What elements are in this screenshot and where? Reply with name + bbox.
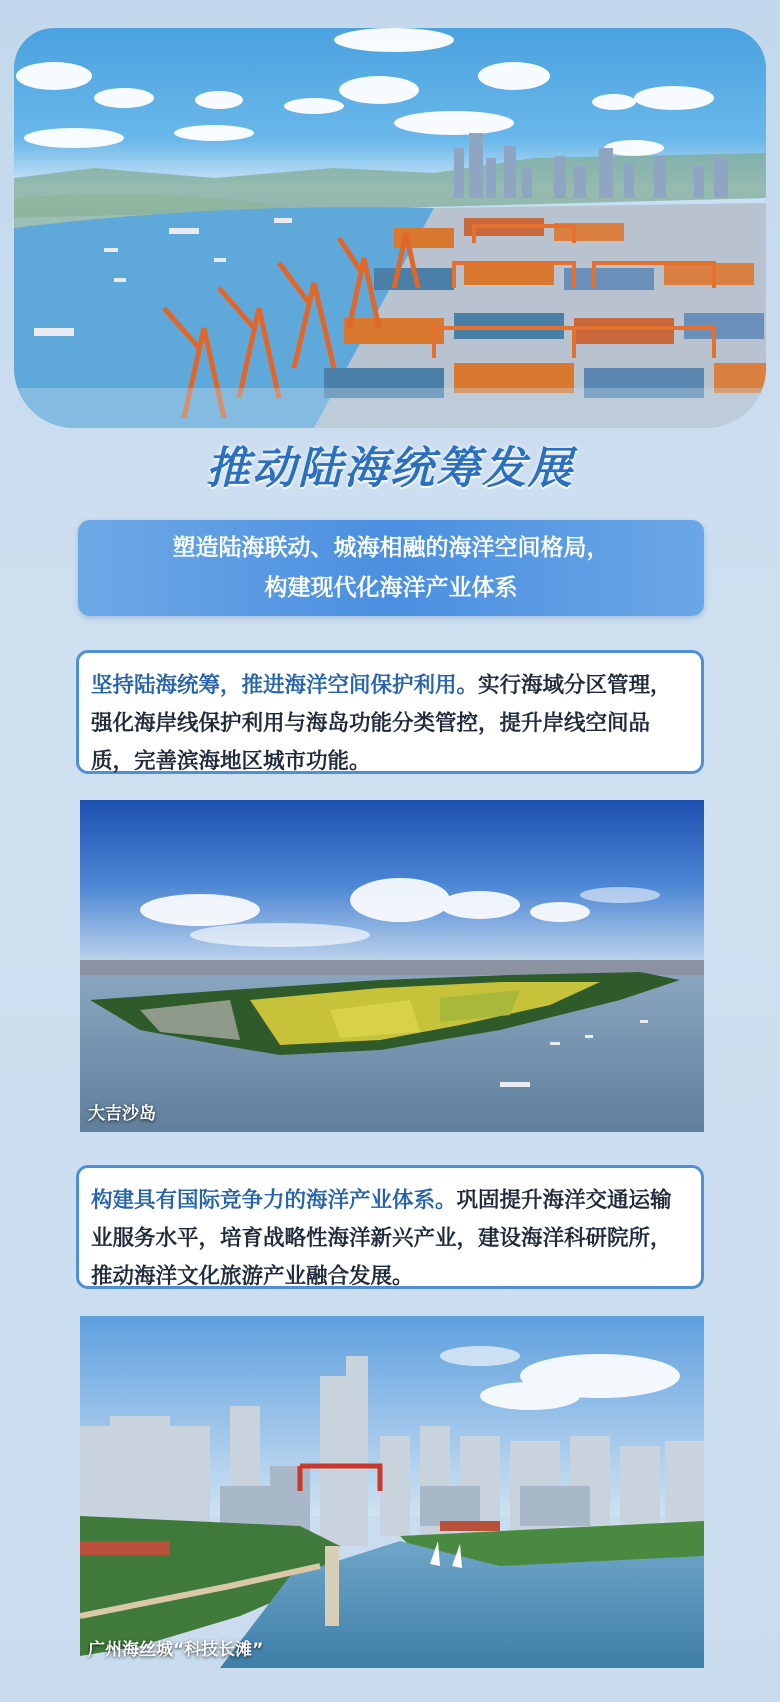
section-1-body: 实行海域分区管理，强化海岸线保护利用与海岛功能分类管控，提升岸线空间品质，完善滨海地区城市功能。 [91, 673, 672, 774]
section-1-highlight: 坚持陆海统筹，推进海洋空间保护利用。 [91, 673, 479, 698]
banner-line-1: 塑造陆海联动、城海相融的海洋空间格局， [172, 535, 610, 561]
waterfront-city-graphic [80, 1316, 704, 1668]
page-title: 推动陆海统筹发展 [206, 443, 574, 494]
section-2-highlight: 构建具有国际竞争力的海洋产业体系。 [91, 1188, 457, 1213]
section-2-body: 巩固提升海洋交通运输业服务水平，培育战略性海洋新兴产业，建设海洋科研院所，推动海洋文化旅游产业融合发展。 [91, 1188, 672, 1289]
subtitle-banner [78, 520, 704, 616]
banner-line-2: 构建现代化海洋产业体系 [264, 575, 518, 601]
port-illustration [14, 28, 766, 428]
text-section-1 [76, 650, 704, 774]
island-photo-graphic [80, 800, 704, 1132]
waterfront-city-rendering [80, 1316, 704, 1668]
port-illustration-graphic [14, 28, 766, 428]
photo-2-caption: 广州海丝城“科技长滩” [88, 1640, 264, 1660]
island-photo [80, 800, 704, 1132]
photo-1-caption: 大吉沙岛 [88, 1104, 156, 1124]
text-section-2 [76, 1165, 704, 1289]
